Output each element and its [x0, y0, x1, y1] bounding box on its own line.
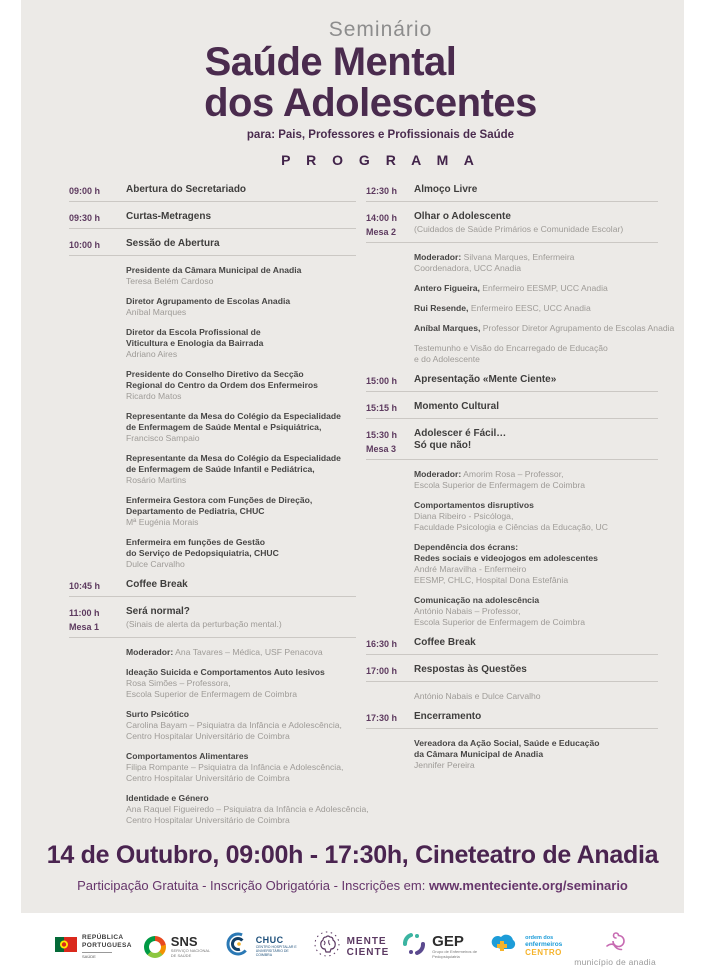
logo-republica-portuguesa [55, 934, 132, 959]
program-line: Rosário Martins [126, 475, 187, 485]
session-row [69, 184, 356, 202]
speaker-block [126, 647, 356, 658]
session-time [69, 579, 126, 592]
session-main [414, 711, 658, 724]
registration-line [21, 878, 684, 913]
session-title: Momento Cultural [414, 401, 499, 412]
republica-label-3: SAÚDE [82, 952, 112, 959]
session-main [414, 401, 658, 414]
header [21, 18, 684, 168]
session-mesa-label: Mesa 3 [366, 444, 397, 454]
session-main [414, 428, 658, 455]
ordem-label-2: enfermeiros [525, 941, 563, 948]
mente-ciente-label-1: MENTE [346, 935, 387, 947]
speaker-block [414, 343, 658, 365]
program-line: Vereadora da Ação Social, Saúde e Educação [414, 738, 600, 748]
program-line: Departamento de Pediatria, CHUC [126, 506, 265, 516]
program-line: Coordenadora, UCC Anadia [414, 263, 522, 273]
session-subtitle: (Sinais de alerta da perturbação mental.) [126, 619, 282, 629]
session-time [366, 711, 414, 724]
program-line: Identidade e Género [126, 793, 209, 803]
session-time [366, 637, 414, 650]
program-line: de Enfermagem de Saúde Mental e Psiquiátrica, [126, 422, 322, 432]
speaker-block [414, 303, 658, 314]
speaker-block [126, 411, 356, 444]
program-line: Comunicação na adolescência [414, 595, 540, 605]
logo-sns [144, 935, 213, 958]
speaker-block [126, 265, 356, 287]
republica-label-2: PORTUGUESA [82, 941, 132, 949]
session-time-value: 15:30 h [366, 430, 398, 440]
session-main [126, 211, 356, 224]
mente-ciente-label-2: CIENTE [346, 946, 390, 958]
gep-swirl-icon [401, 931, 427, 962]
session-time-value: 11:00 h [69, 608, 100, 618]
registration-text: Participação Gratuita - Inscrição Obrigatória - Inscrições em: [77, 878, 429, 893]
program-line: Escola Superior de Enfermagem de Coimbra [414, 480, 586, 490]
speaker-block [126, 537, 356, 570]
speaker-block [126, 709, 356, 742]
chuc-subtitle: CENTRO HOSPITALAR E UNIVERSITÁRIO DE COIMBRA [255, 944, 297, 958]
session-main [414, 184, 658, 197]
program-line: Mª Eugénia Morais [126, 517, 199, 527]
speaker-block [414, 252, 658, 274]
program-line: Centro Hospitalar Universitário de Coimbra [126, 731, 290, 741]
session-main [414, 374, 658, 387]
session-title: Curtas-Metragens [126, 211, 212, 222]
program-line: António Nabais e Dulce Carvalho [414, 691, 541, 701]
ordem-label-3: CENTRO [525, 948, 562, 957]
session-title: Sessão de Abertura [126, 238, 220, 249]
session-time [69, 238, 126, 251]
session-time [69, 184, 126, 197]
session-title: Almoço Livre [414, 184, 478, 195]
logo-mente-ciente [312, 929, 390, 964]
poster-page [21, 0, 684, 967]
session-title: Abertura do Secretariado [126, 184, 247, 195]
program-line: Redes sociais e videojogos em adolescentes [414, 553, 598, 563]
program-line: Escola Superior de Enfermagem de Coimbra [126, 689, 298, 699]
program-line: Aníbal Marques [126, 307, 187, 317]
session-time-value: 14:00 h [366, 213, 398, 223]
ordem-label-1: ordem dos [525, 935, 554, 941]
program-line: Dulce Carvalho [126, 559, 185, 569]
session-main [126, 579, 356, 592]
republica-label-1: REPÚBLICA [82, 934, 124, 941]
program-line: Regional do Centro da Ordem dos Enfermeiros [126, 380, 318, 390]
speaker-block [414, 469, 658, 491]
program-line: Antero Figueira, Enfermeiro EESMP, UCC Anadia [414, 283, 608, 293]
program-line: Presidente da Câmara Municipal de Anadia [126, 265, 302, 275]
session-row [366, 374, 658, 392]
session-time-value: 17:00 h [366, 666, 398, 676]
program-line: Adriano Aires [126, 349, 178, 359]
program-line: Rosa Simões – Professora, [126, 678, 231, 688]
program-line: e do Adolescente [414, 354, 480, 364]
session-row [366, 664, 658, 682]
speaker-block [414, 595, 658, 628]
speaker-block [414, 738, 658, 771]
spiral-icon [603, 927, 627, 956]
session-main [414, 637, 658, 650]
program-line: Testemunho e Visão do Encarregado de Educação [414, 343, 608, 353]
program-line: da Câmara Municipal de Anadia [414, 749, 544, 759]
session-time [366, 211, 414, 238]
session-time-value: 09:30 h [69, 213, 101, 223]
program-line: Ricardo Matos [126, 391, 182, 401]
program-line: Teresa Belém Cardoso [126, 276, 214, 286]
program-line: Representante da Mesa do Colégio da Especialidade [126, 411, 341, 421]
program-line: Comportamentos Alimentares [126, 751, 249, 761]
program-line: Comportamentos disruptivos [414, 500, 534, 510]
session-time-value: 17:30 h [366, 713, 398, 723]
gep-title: GEP [432, 932, 464, 950]
speaker-block [126, 751, 356, 784]
session-row [366, 428, 658, 460]
program-grid [21, 168, 684, 835]
registration-url: www.menteciente.org/seminario [428, 878, 628, 893]
speaker-block [126, 327, 356, 360]
session-title: Olhar o Adolescente [414, 211, 511, 222]
program-line: Carolina Bayam – Psiquiatra da Infância e Adolescência, [126, 720, 342, 730]
speaker-block [126, 369, 356, 402]
session-time-value: 10:00 h [69, 240, 101, 250]
speaker-block [414, 691, 658, 702]
speaker-block [126, 667, 356, 700]
program-line: Escola Superior de Enfermagem de Coimbra [414, 617, 586, 627]
program-column-afternoon [366, 184, 675, 780]
session-time [69, 211, 126, 224]
program-line: Moderador: Amorim Rosa – Professor, [414, 469, 564, 479]
session-title: Adolescer é Fácil… [414, 428, 507, 439]
session-mesa-label: Mesa 2 [366, 227, 397, 237]
session-row [366, 184, 658, 202]
sns-subtitle: SERVIÇO NACIONAL DE SAÚDE [170, 948, 211, 958]
program-line: António Nabais – Professor, [414, 606, 521, 616]
program-label: P R O G R A M A [281, 152, 480, 168]
program-line: Presidente do Conselho Diretivo da Secção [126, 369, 304, 379]
session-time [366, 374, 414, 387]
program-line: André Maravilha - Enfermeiro [414, 564, 527, 574]
session-title: Coffee Break [414, 637, 476, 648]
session-row [69, 579, 356, 597]
program-line: do Serviço de Pedopsiquiatria, CHUC [126, 548, 279, 558]
program-line: Moderador: Silvana Marques, Enfermeira [414, 252, 575, 262]
session-main [126, 238, 356, 251]
speaker-block [414, 283, 658, 294]
session-row [69, 211, 356, 229]
program-line: Representante da Mesa do Colégio da Especialidade [126, 453, 341, 463]
logo-chuc [225, 931, 300, 962]
session-title: Coffee Break [126, 579, 188, 590]
partner-logo-strip [21, 913, 684, 980]
program-line: Francisco Sampaio [126, 433, 200, 443]
session-main [414, 211, 658, 238]
speaker-block [126, 296, 356, 318]
poster [21, 0, 684, 913]
session-time [366, 184, 414, 197]
session-time [69, 606, 126, 633]
program-line: de Enfermagem de Saúde Infantil e Pediátrica, [126, 464, 315, 474]
program-line: Surto Psicótico [126, 709, 190, 719]
session-row [69, 606, 356, 638]
program-line: Centro Hospitalar Universitário de Coimbra [126, 773, 290, 783]
sns-title: SNS [170, 934, 198, 949]
speaker-block [414, 500, 658, 533]
anadia-title: município de anadia [574, 956, 656, 967]
chuc-swirl-icon [225, 931, 251, 962]
session-time-value: 09:00 h [69, 186, 101, 196]
session-time-value: 16:30 h [366, 639, 398, 649]
program-line: Dependência dos écrans: [414, 542, 519, 552]
session-time [366, 664, 414, 677]
session-row [366, 211, 658, 243]
session-row [69, 238, 356, 256]
program-line: Diretor da Escola Profissional de [126, 327, 261, 337]
speaker-block [126, 453, 356, 486]
session-mesa-label: Mesa 1 [69, 622, 100, 632]
session-time-value: 12:30 h [366, 186, 398, 196]
program-line: Rui Resende, Enfermeiro EESC, UCC Anadia [414, 303, 591, 313]
gep-subtitle: Grupo de Enfermeiros de Pedopsiquiatria [432, 948, 478, 959]
seminar-kicker: Seminário [328, 18, 433, 41]
logo-ordem-enfermeiros [490, 932, 562, 961]
session-subtitle: (Cuidados de Saúde Primários e Comunidade Escolar) [414, 224, 624, 234]
session-main [126, 184, 356, 197]
portugal-flag-icon [55, 937, 77, 957]
speaker-block [414, 323, 675, 334]
chuc-title: CHUC [255, 934, 284, 945]
audience-line: para: Pais, Professores e Profissionais de Saúde [246, 129, 515, 141]
session-row [366, 711, 658, 729]
program-line: EESMP, CHLC, Hospital Dona Estefânia [414, 575, 569, 585]
session-row [366, 637, 658, 655]
program-line: Filipa Rompante – Psiquiatra da Infância e Adolescência, [126, 762, 344, 772]
program-column-morning [69, 184, 369, 835]
poster-title-line2: dos Adolescentes [204, 81, 537, 125]
program-line: Aníbal Marques, Professor Diretor Agrupamento de Escolas Anadia [414, 323, 675, 333]
brain-icon [312, 929, 342, 964]
speaker-block [126, 793, 369, 826]
cloud-plus-icon [490, 932, 520, 961]
program-line: Enfermeira em funções de Gestão [126, 537, 265, 547]
program-line: Centro Hospitalar Universitário de Coimbra [126, 815, 290, 825]
program-line: Faculdade Psicologia e Ciências da Educação, UC [414, 522, 608, 532]
session-title: Será normal? [126, 606, 190, 617]
session-time-value: 15:00 h [366, 376, 398, 386]
program-line: Ideação Suicida e Comportamentos Auto lesivos [126, 667, 325, 677]
program-line: Viticultura e Enologia da Bairrada [126, 338, 264, 348]
session-main [414, 664, 658, 677]
speaker-block [126, 495, 356, 528]
session-title: Respostas às Questões [414, 664, 527, 675]
program-line: Diretor Agrupamento de Escolas Anadia [126, 296, 291, 306]
session-title: Apresentação «Mente Ciente» [414, 374, 557, 385]
session-title: Só que não! [414, 440, 472, 451]
sns-circle-icon [144, 936, 166, 958]
session-title: Encerramento [414, 711, 482, 722]
session-main [126, 606, 356, 633]
program-line: Enfermeira Gestora com Funções de Direção, [126, 495, 313, 505]
session-time-value: 15:15 h [366, 403, 398, 413]
event-date-venue: 14 de Outubro, 09:00h - 17:30h, Cineteatro de Anadia [46, 841, 659, 869]
program-line: Jennifer Pereira [414, 760, 475, 770]
speaker-block [414, 542, 658, 586]
logo-municipio-anadia [574, 927, 656, 967]
program-line: Ana Raquel Figueiredo – Psiquiatra da Infância e Adolescência, [126, 804, 369, 814]
logo-gep [401, 931, 478, 962]
session-row [366, 401, 658, 419]
program-line: Diana Ribeiro - Psicóloga, [414, 511, 514, 521]
session-time-value: 10:45 h [69, 581, 101, 591]
poster-title-line1: Saúde Mental [204, 40, 457, 84]
program-line: Moderador: Ana Tavares – Médica, USF Penacova [126, 647, 323, 657]
session-time [366, 428, 414, 455]
session-time [366, 401, 414, 414]
